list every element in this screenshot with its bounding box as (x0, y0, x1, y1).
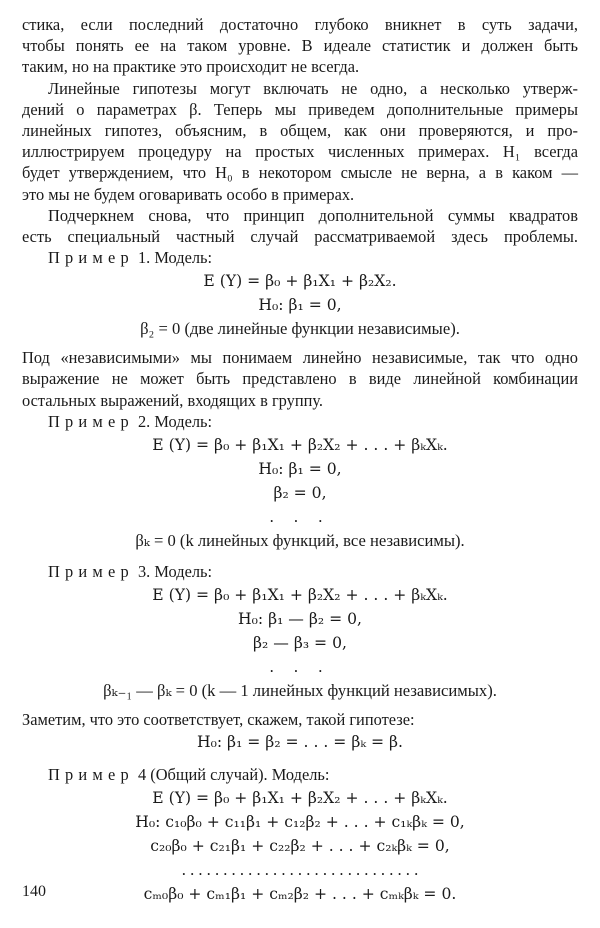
example-3 (22, 561, 578, 703)
formula-h0: H₀: β₁ = 0, (258, 296, 342, 315)
example-heading: Пример 2. Модель: (48, 411, 213, 431)
formula-model: E (Y) = β₀ + β₁X₁ + β₂X₂. (203, 272, 397, 291)
text-line: это мы не будем оговаривать особо в примерах. (22, 184, 355, 204)
example-4 (22, 764, 578, 906)
formula-dots: . . . (269, 656, 331, 676)
paragraph-4 (22, 347, 578, 411)
paragraph-3 (22, 205, 578, 247)
text-line: линейных гипотез, объясним, в общем, как они проверяются, и про- (22, 121, 578, 141)
example-1 (22, 247, 578, 341)
formula-h0: H₀: β₁ — β₂ = 0, (238, 609, 362, 628)
formula-line: c₂₀β₀ + c₂₁β₁ + c₂₂β₂ + . . . + c₂ₖβₖ = 0, (150, 837, 450, 856)
formula-h0: H₀: β₁ = 0, (258, 459, 342, 478)
formula-remark: H₀: β₁ = β₂ = . . . = βₖ = β. (197, 733, 403, 752)
paragraph-1 (22, 14, 578, 78)
text-line: Линейные гипотезы могут включать не одно, а несколько утверж- (48, 78, 578, 98)
text-line: Подчеркнем снова, что принцип дополнительной суммы квадратов (48, 205, 578, 225)
paragraph-2 (22, 78, 578, 205)
formula-h0: H₀: c₁₀β₀ + c₁₁β₁ + c₁₂β₂ + . . . + c₁ₖβₖ = 0, (135, 813, 465, 832)
page-number: 140 (22, 883, 46, 900)
formula-last: β₂ = 0 (две линейные функции независимые). (140, 319, 460, 339)
formula-model: E (Y) = β₀ + β₁X₁ + β₂X₂ + . . . + βₖXₖ. (152, 789, 448, 808)
text-line: таким, но на практике это происходит не всегда. (22, 57, 360, 77)
formula-last: βₖ = 0 (k линейных функций, все независимы). (135, 530, 465, 550)
formula-line: β₂ = 0, (273, 483, 327, 502)
formula-line: β₂ — β₃ = 0, (253, 633, 347, 652)
example-heading: Пример 4 (Общий случай). Модель: (48, 765, 330, 785)
text-line: иллюстрируем процедуру на простых численных примерах. H₁ всегда (22, 142, 578, 162)
text-line: есть специальный частный случай рассматриваемой здесь проблемы. (22, 227, 578, 247)
remark (22, 709, 578, 754)
book-page (22, 14, 578, 906)
text-line: выражение не может быть представлено в виде линейной комбинации (22, 369, 578, 389)
formula-last: βₖ₋₁ — βₖ = 0 (k — 1 линейных функций независимых). (103, 680, 497, 700)
formula-model: E (Y) = β₀ + β₁X₁ + β₂X₂ + . . . + βₖXₖ. (152, 585, 448, 604)
text-line: Под «независимыми» мы понимаем линейно независимые, так что одно (22, 348, 578, 368)
text-line: стика, если последний достаточно глубоко вникнет в суть задачи, (22, 15, 578, 34)
text-line: чтобы понять ее на таком уровне. В идеале статистик и должен быть (22, 36, 578, 56)
formula-last: cₘ₀β₀ + cₘ₁β₁ + cₘ₂β₂ + . . . + cₘₖβₖ = 0. (143, 885, 457, 904)
formula-model: E (Y) = β₀ + β₁X₁ + β₂X₂ + . . . + βₖXₖ. (152, 435, 448, 454)
example-heading: Пример 1. Модель: (48, 248, 213, 268)
text-line: дений о параметрах β. Теперь мы приведем дополнительные примеры (22, 99, 578, 119)
text-line: Заметим, что это соответствует, скажем, такой гипотезе: (22, 709, 415, 729)
example-2 (22, 411, 578, 553)
text-line: будет утверждением, что H₀ в некотором смысле не верна, а в каком — (22, 163, 578, 183)
formula-dots: . . . . . . . . . . . . . . . . . . . . . . . . . . . . . (181, 860, 419, 880)
text-line: остальных выражений, входящих в группу. (22, 390, 324, 410)
formula-dots: . . . (269, 506, 331, 526)
example-heading: Пример 3. Модель: (48, 561, 213, 581)
